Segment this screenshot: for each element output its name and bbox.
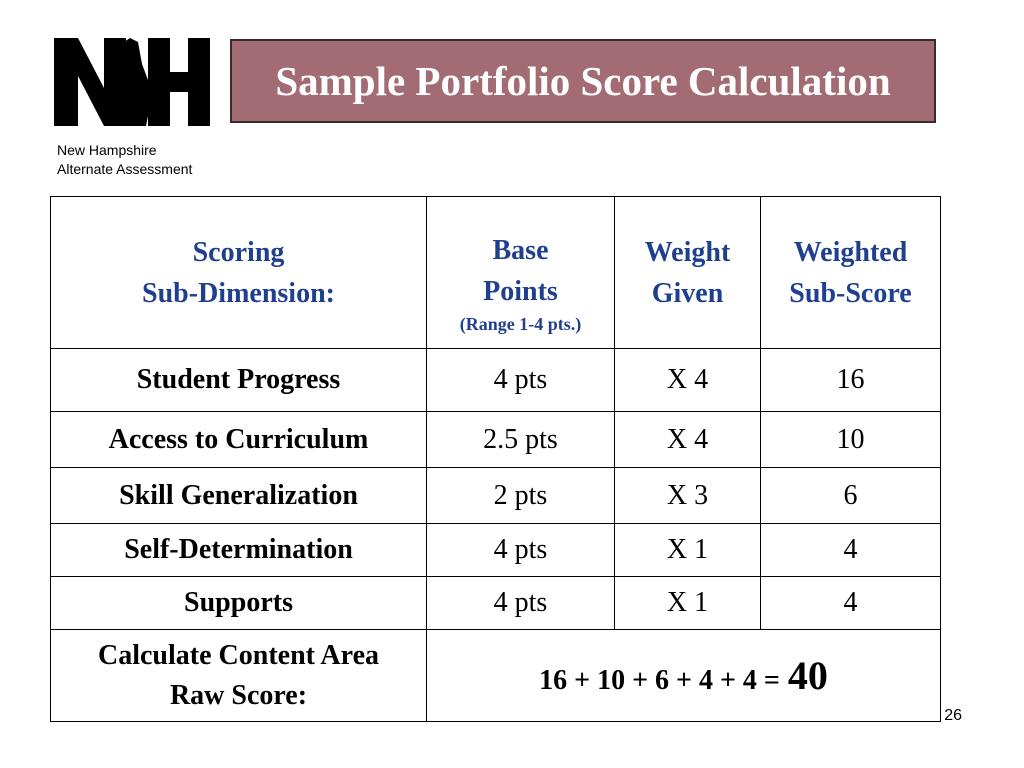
header-weight-given: Weight Given: [615, 197, 761, 349]
table-row: [51, 524, 941, 577]
row-label: Supports: [51, 577, 427, 630]
weight-cell: X 4: [615, 412, 761, 468]
row-label: Access to Curriculum: [51, 412, 427, 468]
table-row: [51, 349, 941, 412]
table-row: [51, 577, 941, 630]
org-line-1: New Hampshire: [57, 142, 157, 158]
total-row: [51, 630, 941, 722]
total-equation: [427, 630, 941, 722]
sub-score-cell: 4: [761, 577, 941, 630]
row-label: Skill Generalization: [51, 468, 427, 524]
range-note: (Range 1-4 pts.): [459, 313, 582, 334]
base-points-cell: 2.5 pts: [427, 412, 615, 468]
score-table: [50, 196, 941, 722]
row-label: Self-Determination: [51, 524, 427, 577]
raw-score-total: 40: [787, 653, 828, 698]
table-row: [51, 468, 941, 524]
organization-name: [57, 141, 192, 179]
header-row: [51, 197, 941, 349]
weight-cell: X 4: [615, 349, 761, 412]
base-points-cell: 4 pts: [427, 349, 615, 412]
sub-score-cell: 4: [761, 524, 941, 577]
weight-cell: X 1: [615, 524, 761, 577]
base-points-cell: 4 pts: [427, 577, 615, 630]
table-row: [51, 412, 941, 468]
nh-logo-icon: [52, 36, 212, 128]
sub-score-cell: 10: [761, 412, 941, 468]
weight-cell: X 1: [615, 577, 761, 630]
page-number: 26: [944, 707, 962, 724]
total-label: Calculate Content Area Raw Score:: [51, 630, 427, 722]
header-sub-dimension: Scoring Sub-Dimension:: [51, 197, 427, 349]
sub-score-cell: 6: [761, 468, 941, 524]
sub-score-cell: 16: [761, 349, 941, 412]
page-title: Sample Portfolio Score Calculation: [275, 58, 891, 104]
title-banner: [230, 39, 936, 123]
base-points-cell: 2 pts: [427, 468, 615, 524]
weight-cell: X 3: [615, 468, 761, 524]
equation-text: 16 + 10 + 6 + 4 + 4 =: [539, 665, 780, 696]
row-label: Student Progress: [51, 349, 427, 412]
nh-logo: [52, 36, 212, 128]
org-line-2: Alternate Assessment: [57, 161, 193, 177]
base-points-cell: 4 pts: [427, 524, 615, 577]
header-weighted-sub-score: Weighted Sub-Score: [761, 197, 941, 349]
header-base-points: Base Points (Range 1-4 pts.): [427, 197, 615, 349]
